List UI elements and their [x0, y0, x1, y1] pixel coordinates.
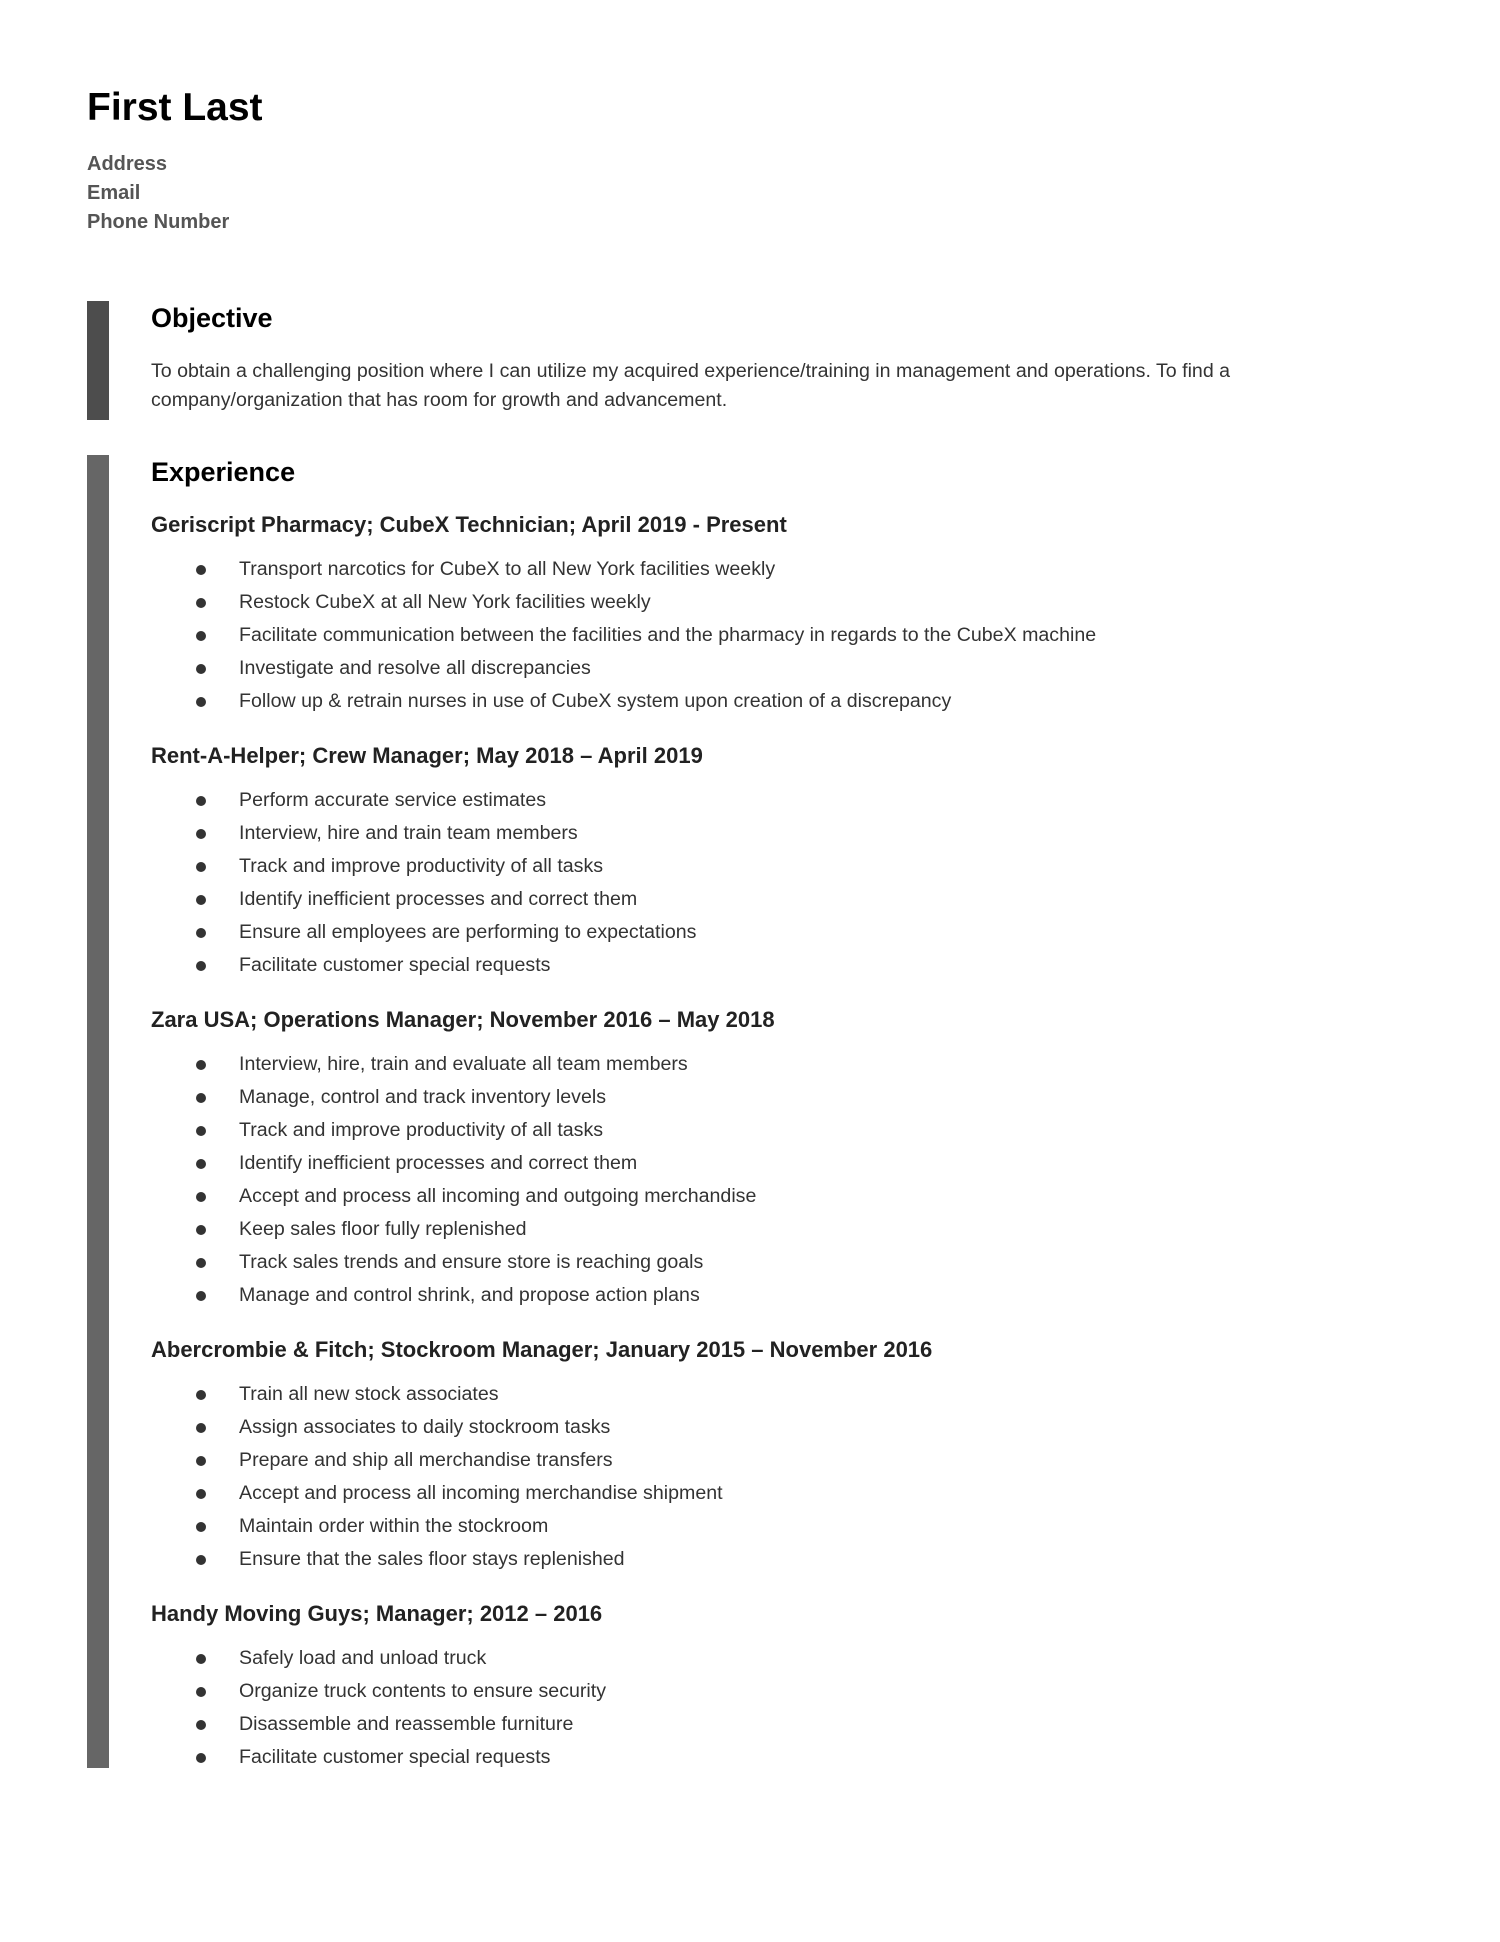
job-title: Rent-A-Helper; Crew Manager; May 2018 – April 2019 [151, 743, 703, 768]
list-item [151, 1279, 1407, 1312]
bullet-icon [196, 1159, 206, 1169]
bullet-text: Maintain order within the stockroom [239, 1515, 549, 1537]
bullet-icon [196, 631, 206, 641]
job-bullets [151, 784, 1407, 982]
phone-number: Phone Number [87, 211, 230, 233]
bullet-icon [196, 1192, 206, 1202]
job-bullets [151, 1642, 1407, 1774]
bullet-icon [196, 829, 206, 839]
bullet-text: Interview, hire, train and evaluate all team members [239, 1053, 688, 1075]
bullet-icon [196, 1720, 206, 1730]
bullet-icon [196, 664, 206, 674]
section-accent-bar [87, 455, 109, 1768]
list-item [151, 1444, 1407, 1477]
list-item [151, 949, 1407, 982]
bullet-icon [196, 1456, 206, 1466]
bullet-text: Follow up & retrain nurses in use of CubeX system upon creation of a discrepancy [239, 690, 952, 712]
job-title: Abercrombie & Fitch; Stockroom Manager; January 2015 – November 2016 [151, 1337, 933, 1362]
bullet-icon [196, 1225, 206, 1235]
resume-name: First Last [87, 86, 263, 129]
bullet-icon [196, 697, 206, 707]
objective-text: To obtain a challenging position where I can utilize my acquired experience/training in management and operations. To find a company/organization that has room for growth and advancement. [151, 360, 1231, 411]
list-item [151, 1081, 1407, 1114]
job-title: Geriscript Pharmacy; CubeX Technician; April 2019 - Present [151, 512, 787, 537]
contact-info [87, 150, 229, 237]
list-item [151, 1675, 1407, 1708]
list-item [151, 784, 1407, 817]
bullet-text: Perform accurate service estimates [239, 789, 547, 811]
bullet-text: Assign associates to daily stockroom tasks [239, 1416, 611, 1438]
list-item [151, 1246, 1407, 1279]
list-item [151, 685, 1407, 718]
list-item [151, 1510, 1407, 1543]
objective-section [87, 301, 1407, 420]
list-item [151, 1213, 1407, 1246]
list-item [151, 1411, 1407, 1444]
bullet-icon [196, 928, 206, 938]
bullet-icon [196, 1423, 206, 1433]
section-accent-bar [87, 301, 109, 420]
job-bullets [151, 1048, 1407, 1312]
bullet-text: Disassemble and reassemble furniture [239, 1713, 574, 1735]
bullet-text: Identify inefficient processes and correct them [239, 1152, 638, 1174]
bullet-text: Facilitate customer special requests [239, 954, 551, 976]
bullet-icon [196, 796, 206, 806]
list-item [151, 1477, 1407, 1510]
bullet-icon [196, 862, 206, 872]
list-item [151, 1180, 1407, 1213]
list-item [151, 1114, 1407, 1147]
list-item [151, 652, 1407, 685]
list-item [151, 817, 1407, 850]
bullet-icon [196, 895, 206, 905]
list-item [151, 1543, 1407, 1576]
bullet-icon [196, 1390, 206, 1400]
list-item [151, 553, 1407, 586]
bullet-text: Identify inefficient processes and correct them [239, 888, 638, 910]
address: Address [87, 153, 168, 175]
bullet-text: Train all new stock associates [239, 1383, 499, 1405]
bullet-text: Interview, hire and train team members [239, 822, 578, 844]
bullet-text: Manage and control shrink, and propose action plans [239, 1284, 700, 1306]
section-title: Experience [151, 457, 296, 487]
email: Email [87, 182, 141, 204]
job-entry [151, 1006, 1407, 1312]
bullet-text: Restock CubeX at all New York facilities weekly [239, 591, 651, 613]
bullet-icon [196, 1522, 206, 1532]
bullet-text: Track sales trends and ensure store is reaching goals [239, 1251, 704, 1273]
section-title: Objective [151, 303, 273, 333]
bullet-text: Safely load and unload truck [239, 1647, 487, 1669]
bullet-text: Facilitate customer special requests [239, 1746, 551, 1768]
bullet-text: Keep sales floor fully replenished [239, 1218, 527, 1240]
job-bullets [151, 1378, 1407, 1576]
bullet-text: Manage, control and track inventory levels [239, 1086, 607, 1108]
bullet-text: Prepare and ship all merchandise transfers [239, 1449, 613, 1471]
job-title: Zara USA; Operations Manager; November 2016 – May 2018 [151, 1007, 775, 1032]
list-item [151, 1741, 1407, 1774]
job-entry [151, 1600, 1407, 1774]
bullet-icon [196, 1753, 206, 1763]
bullet-icon [196, 1126, 206, 1136]
bullet-icon [196, 961, 206, 971]
list-item [151, 1642, 1407, 1675]
job-entry [151, 742, 1407, 982]
list-item [151, 1048, 1407, 1081]
bullet-text: Ensure all employees are performing to expectations [239, 921, 697, 943]
list-item [151, 586, 1407, 619]
bullet-text: Accept and process all incoming and outgoing merchandise [239, 1185, 757, 1207]
list-item [151, 1147, 1407, 1180]
bullet-icon [196, 1093, 206, 1103]
bullet-text: Track and improve productivity of all tasks [239, 855, 604, 877]
job-bullets [151, 553, 1407, 718]
list-item [151, 619, 1407, 652]
bullet-icon [196, 1489, 206, 1499]
bullet-text: Organize truck contents to ensure security [239, 1680, 607, 1702]
bullet-icon [196, 598, 206, 608]
bullet-icon [196, 565, 206, 575]
bullet-text: Ensure that the sales floor stays replenished [239, 1548, 625, 1570]
bullet-icon [196, 1291, 206, 1301]
bullet-icon [196, 1060, 206, 1070]
bullet-text: Facilitate communication between the facilities and the pharmacy in regards to the CubeX machine [239, 624, 1097, 646]
bullet-icon [196, 1258, 206, 1268]
list-item [151, 1708, 1407, 1741]
job-title: Handy Moving Guys; Manager; 2012 – 2016 [151, 1601, 603, 1626]
bullet-text: Transport narcotics for CubeX to all New York facilities weekly [239, 558, 776, 580]
bullet-text: Track and improve productivity of all tasks [239, 1119, 604, 1141]
bullet-text: Accept and process all incoming merchandise shipment [239, 1482, 723, 1504]
bullet-text: Investigate and resolve all discrepancies [239, 657, 591, 679]
bullet-icon [196, 1555, 206, 1565]
list-item [151, 916, 1407, 949]
experience-section [87, 455, 1407, 1768]
list-item [151, 883, 1407, 916]
bullet-icon [196, 1687, 206, 1697]
bullet-icon [196, 1654, 206, 1664]
list-item [151, 850, 1407, 883]
job-entry [151, 511, 1407, 718]
list-item [151, 1378, 1407, 1411]
job-entry [151, 1336, 1407, 1576]
